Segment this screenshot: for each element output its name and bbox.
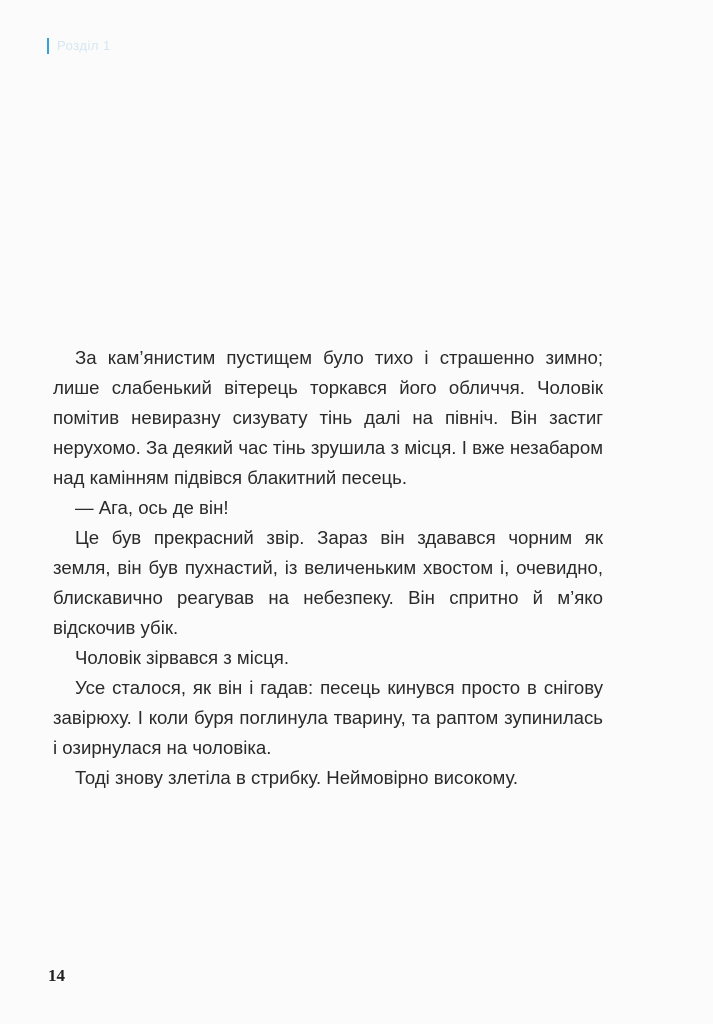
running-header: Розділ 1	[57, 38, 111, 53]
paragraph-1: За кам’янистим пустищем було тихо і страшенно зимно; лише слабенький вітерець торкався його обличчя. Чоловік помітив невиразну сизувату тінь далі на північ. Він застиг нерухомо. За деякий час тінь зрушила з місця. І вже незабаром над камінням підвівся блакитний песець.	[53, 347, 603, 488]
body-text	[53, 343, 603, 793]
paragraph-4: Чоловік зірвався з місця.	[75, 647, 290, 668]
paragraph-6: Тоді знову злетіла в стрибку. Неймовірно високому.	[75, 767, 519, 788]
header-accent-bar	[47, 38, 49, 54]
paragraph-5: Усе сталося, як він і гадав: песець кинувся просто в снігову завірюху. І коли буря поглинула тварину, та раптом зупинилась і озирнулася на чоловіка.	[53, 677, 603, 758]
paragraph-2: — Ага, ось де він!	[75, 497, 229, 518]
paragraph-3: Це був прекрасний звір. Зараз він здавався чорним як земля, він був пухнастий, із величеньким хвостом і, очевидно, блискавично реагував на небезпеку. Він спритно й м’яко відскочив убік.	[53, 527, 603, 638]
page-number: 14	[48, 966, 65, 985]
